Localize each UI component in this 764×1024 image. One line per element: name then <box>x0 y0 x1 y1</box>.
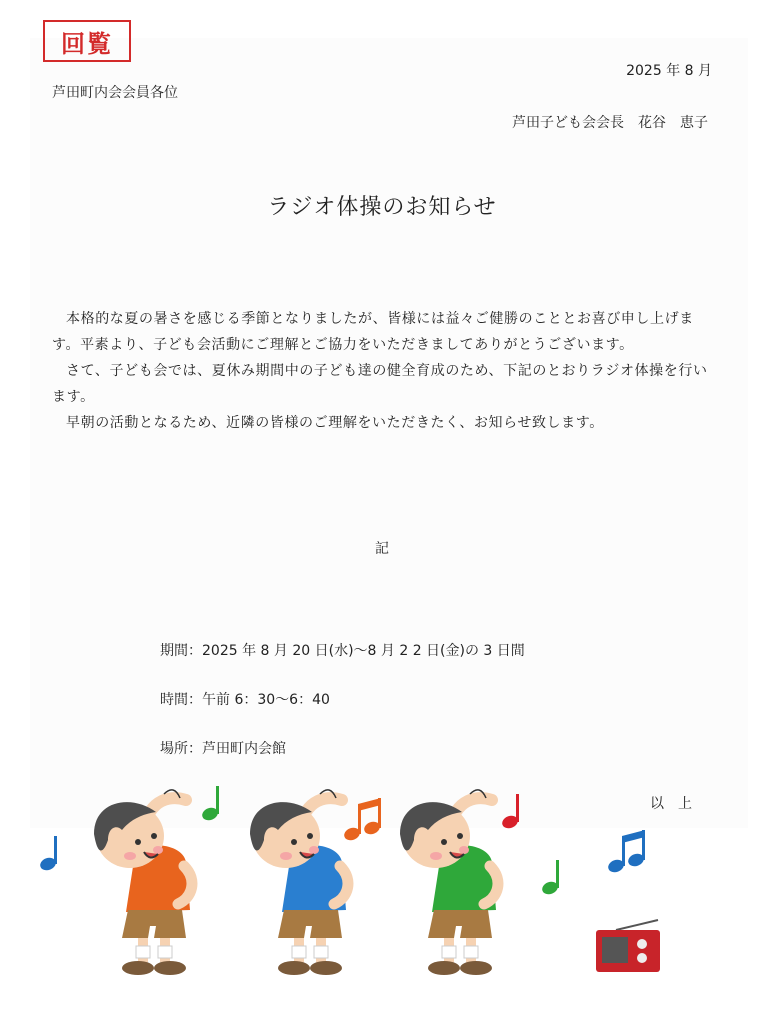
recipient: 芦田町内会会員各位 <box>52 85 178 101</box>
sender: 芦田子ども会会長 花谷 恵子 <box>512 115 708 131</box>
music-note-icon <box>342 798 381 842</box>
body-paragraph: さて、子ども会では、夏休み期間中の子ども達の健全育成のため、下記のとおりラジオ体操を行います。 <box>52 363 708 405</box>
kid-green-shirt <box>400 790 498 975</box>
music-note-icon <box>606 830 645 874</box>
notice-body <box>52 306 712 436</box>
exercise-illustration <box>0 770 764 1024</box>
detail-time: 時間：午前 6：30〜6：40 <box>160 692 330 708</box>
detail-period: 期間：2025 年 8 月 20 日(水)〜8 月 2 2 日(金)の 3 日間 <box>160 643 525 659</box>
kid-blue-shirt <box>250 790 348 975</box>
music-note-icon <box>500 794 519 830</box>
body-paragraph: 本格的な夏の暑さを感じる季節となりましたが、皆様には益々ご健勝のこととお喜び申し上げます。平素より、子ども会活動にご理解とご協力をいただきましてありがとうございます。 <box>52 311 694 353</box>
music-note-icon <box>38 836 57 872</box>
notice-title: ラジオ体操のお知らせ <box>267 195 497 220</box>
issue-date: 2025 年 8 月 <box>626 63 712 79</box>
radio-icon <box>596 920 660 972</box>
ki-heading: 記 <box>375 541 389 557</box>
music-note-icon <box>540 860 559 896</box>
music-note-icon <box>200 786 219 822</box>
body-paragraph: 早朝の活動となるため、近隣の皆様のご理解をいただきたく、お知らせ致します。 <box>66 415 604 431</box>
detail-place: 場所：芦田町内会館 <box>160 741 286 757</box>
closing-mark: 以上 <box>650 796 706 812</box>
circulation-stamp: 回覧 <box>43 20 131 62</box>
kid-orange-shirt <box>94 790 192 975</box>
